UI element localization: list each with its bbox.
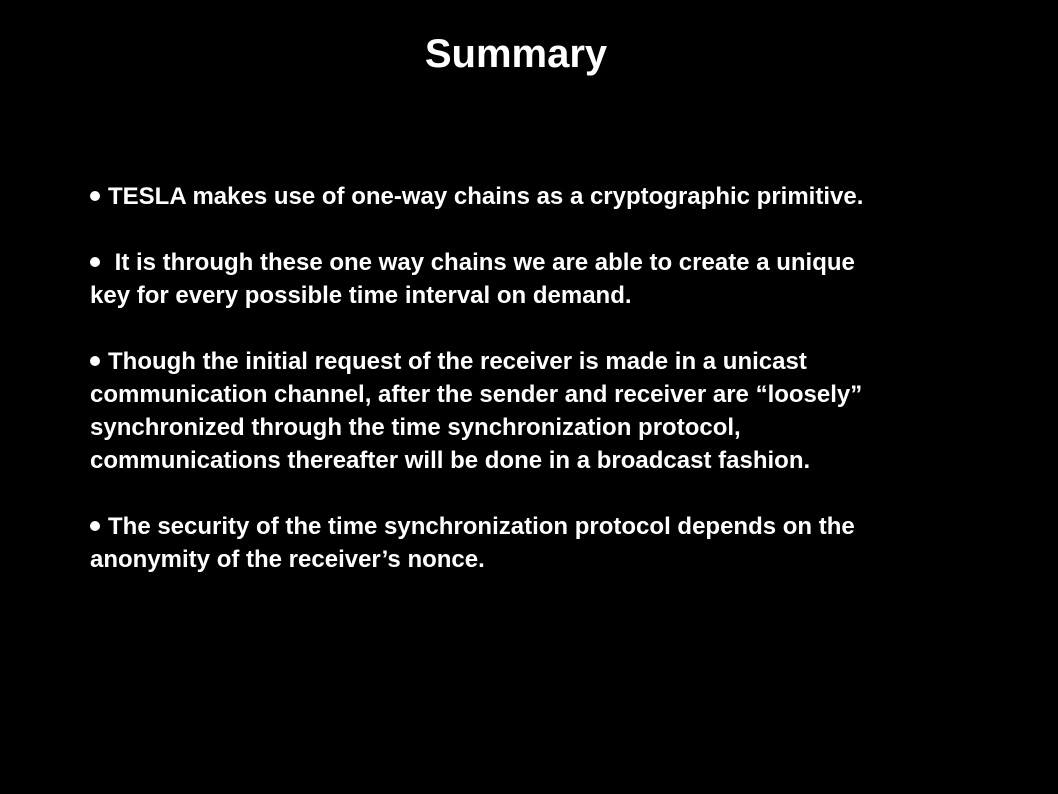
bullet-text: The security of the time synchronization protocol depends on the anonymity of the receiver’s nonce.	[90, 513, 855, 573]
bullet-text: TESLA makes use of one-way chains as a cryptographic primitive.	[108, 183, 864, 210]
bullet-dot-icon	[90, 257, 100, 267]
bullet-list	[90, 180, 880, 576]
bullet-text: Though the initial request of the receiver is made in a unicast communication channel, after the sender and receiver are “loosely” synchronized through the time synchronization protocol, communications thereafter will be done in a broadcast fashion.	[90, 348, 863, 474]
slide-title: Summary	[424, 32, 608, 76]
bullet-dot-icon	[90, 356, 100, 366]
bullet-item	[90, 246, 880, 312]
bullet-item	[90, 510, 880, 576]
bullet-dot-icon	[90, 191, 100, 201]
bullet-text: It is through these one way chains we are able to create a unique key for every possible time interval on demand.	[90, 249, 855, 309]
bullet-item	[90, 180, 880, 213]
bullet-item	[90, 345, 880, 477]
bullet-dot-icon	[90, 521, 100, 531]
